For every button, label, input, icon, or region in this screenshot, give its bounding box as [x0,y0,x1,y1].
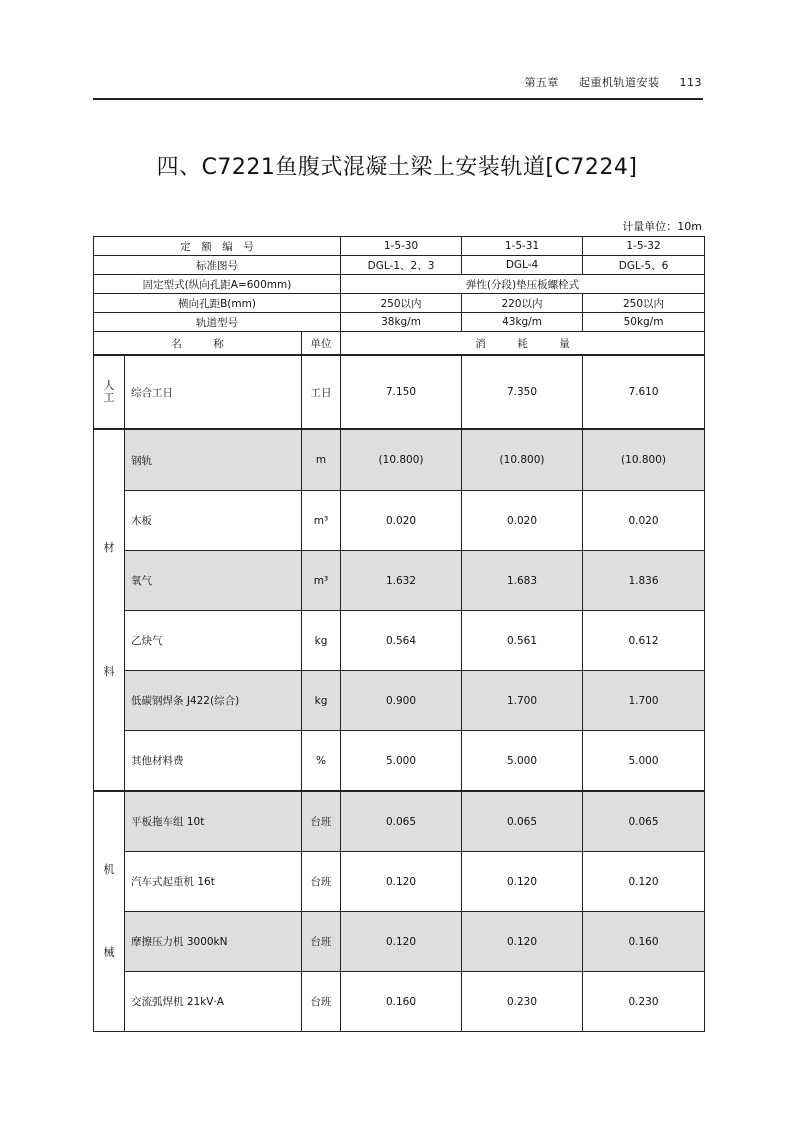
item-name: 乙炔气 [125,611,302,671]
item-value: 0.612 [583,611,705,671]
item-value: 0.230 [583,972,705,1032]
item-value: (10.800) [462,429,583,491]
item-unit: 工日 [302,355,341,429]
col-name-header: 名 称 [94,332,302,356]
meta-label: 定 额 编 号 [94,237,341,256]
item-unit: kg [302,611,341,671]
item-unit: 台班 [302,912,341,972]
table-row [94,611,705,671]
item-name: 汽车式起重机 16t [125,852,302,912]
meta-merged-value: 弹性(分段)垫压板螺栓式 [341,275,705,294]
header-rule [93,98,703,100]
col-unit-header: 单位 [302,332,341,356]
item-name: 交流弧焊机 21kV·A [125,972,302,1032]
item-value: 7.610 [583,355,705,429]
table-row [94,671,705,731]
table-row [94,972,705,1032]
meta-value: 1-5-31 [462,237,583,256]
item-value: 0.230 [462,972,583,1032]
group-label [94,429,125,791]
quota-table [93,236,705,1032]
item-unit: m³ [302,491,341,551]
column-header-row [94,332,705,356]
group-char: 械 [103,945,115,959]
meta-label: 横向孔距B(mm) [94,294,341,313]
meta-value: 1-5-30 [341,237,462,256]
item-value: 5.000 [583,731,705,792]
group-char: 人 [103,378,115,392]
meta-label: 固定型式(纵向孔距A=600mm) [94,275,341,294]
group-char: 材 [103,540,115,554]
item-name: 氧气 [125,551,302,611]
meta-row [94,237,705,256]
item-value: 0.065 [462,791,583,852]
table-row [94,912,705,972]
item-value: 7.350 [462,355,583,429]
section-label: 起重机轨道安装 [579,76,660,89]
item-unit: kg [302,671,341,731]
item-value: 0.120 [583,852,705,912]
item-unit: 台班 [302,852,341,912]
item-value: 1.683 [462,551,583,611]
item-value: 1.700 [583,671,705,731]
table-row [94,355,705,429]
item-value: 0.120 [462,852,583,912]
group-char: 料 [103,664,115,678]
meta-value: DGL-5、6 [583,256,705,275]
item-value: (10.800) [583,429,705,491]
meta-value: 38kg/m [341,313,462,332]
item-name: 综合工日 [125,355,302,429]
meta-row [94,313,705,332]
table-row [94,852,705,912]
item-value: 0.900 [341,671,462,731]
item-name: 木板 [125,491,302,551]
item-value: (10.800) [341,429,462,491]
table-row [94,491,705,551]
meta-value: DGL-1、2、3 [341,256,462,275]
item-value: 0.065 [341,791,462,852]
meta-value: 1-5-32 [583,237,705,256]
meta-value: 43kg/m [462,313,583,332]
chapter-label: 第五章 [524,76,559,89]
item-value: 0.564 [341,611,462,671]
item-name: 摩擦压力机 3000kN [125,912,302,972]
item-value: 1.632 [341,551,462,611]
item-unit: 台班 [302,972,341,1032]
item-value: 0.020 [462,491,583,551]
item-name: 其他材料费 [125,731,302,792]
item-value: 0.120 [341,912,462,972]
item-unit: 台班 [302,791,341,852]
item-name: 钢轨 [125,429,302,491]
item-value: 5.000 [462,731,583,792]
page-number: 113 [679,76,702,89]
item-value: 0.561 [462,611,583,671]
meta-value: 50kg/m [583,313,705,332]
meta-label: 轨道型号 [94,313,341,332]
meta-value: DGL-4 [462,256,583,275]
meta-row [94,256,705,275]
group-label [94,355,125,429]
meta-label: 标准图号 [94,256,341,275]
item-value: 5.000 [341,731,462,792]
item-name: 低碳钢焊条 J422(综合) [125,671,302,731]
item-value: 0.120 [462,912,583,972]
group-chars [94,486,124,734]
group-label [94,791,125,1032]
table-row [94,429,705,491]
item-value: 0.020 [583,491,705,551]
unit-note: 计量单位：10m [622,220,702,233]
meta-value: 250以内 [583,294,705,313]
page-header [509,74,703,90]
group-chars [94,829,124,994]
item-value: 0.120 [341,852,462,912]
item-value: 1.836 [583,551,705,611]
table-row [94,731,705,792]
item-name: 平板拖车组 10t [125,791,302,852]
item-unit: m [302,429,341,491]
item-unit: m³ [302,551,341,611]
col-consumption-header: 消 耗 量 [341,332,705,356]
group-char: 工 [103,391,115,404]
item-value: 0.160 [583,912,705,972]
table-row [94,791,705,852]
meta-row [94,294,705,313]
group-char: 机 [103,863,115,877]
meta-row [94,275,705,294]
item-value: 0.020 [341,491,462,551]
meta-value: 250以内 [341,294,462,313]
item-value: 1.700 [462,671,583,731]
table-row [94,551,705,611]
page-title: 四、C7221鱼腹式混凝土梁上安装轨道[C7224] [156,155,638,180]
item-value: 0.065 [583,791,705,852]
meta-value: 220以内 [462,294,583,313]
item-unit: % [302,731,341,792]
item-value: 0.160 [341,972,462,1032]
item-value: 7.150 [341,355,462,429]
